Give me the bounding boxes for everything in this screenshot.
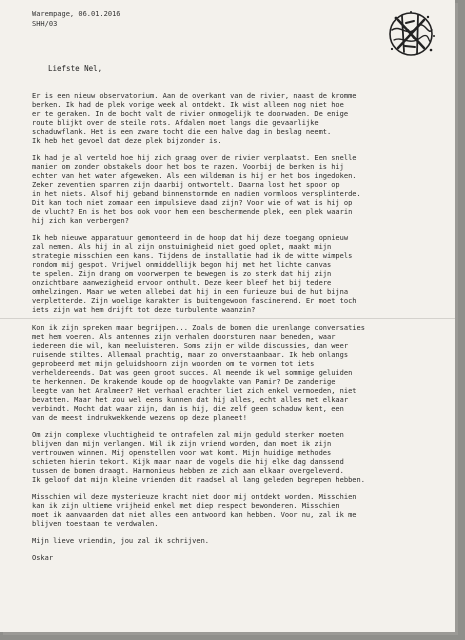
text-line: bevatten. Maar het zou wel eens kunnen dat hij alles, echt alles met elkaar [32,395,349,404]
text-line: geprobeerd met mijn geluidshoorn zijn woorden om te vormen tot iets [32,359,315,368]
letter-paragraph [32,554,452,563]
text-line: Ik heb het gevoel dat deze plek bijzonder is. [32,137,222,145]
text-line: er te geraken. In de bocht valt de rivier onmogelijk te doorwaden. De enige [32,110,349,118]
text-line: berken. Ik had de plek vorige week al ontdekt. Ik wist alleen nog niet hoe [32,101,344,109]
text-line: moet ik aanvaarden dat niet alles een antwoord kan hebben. Voor nu, zal ik me [32,510,357,519]
text-line: hij zich kan verbergen? [32,217,129,226]
letter-paragraph [32,234,452,315]
text-line: verheldereends. Dat was geen groot succes. Al meende ik wel sommige geluiden [32,368,353,377]
text-line: blijven dan mijn verlangen. Wil ik zijn vriend worden, dan moet ik zijn [32,439,332,448]
text-line: rondom mij gespot. Vrijwel onmiddellijk begon hij met het lichte canvas [32,261,332,270]
text-line: manier om zonder obstakels door het bos te razen. Voorbij de berken is hij [32,163,344,172]
text-line: Ik heb nieuwe apparatuur gemonteerd in de hoop dat hij deze toegang opnieuw [32,234,349,243]
text-line: Ik geloof dat mijn kleine vrienden dit raadsel al lang geleden begrepen hebben. [32,475,365,484]
letter-body [32,92,452,572]
text-line: tussen de bomen draagt. Harmonieus hebben ze zich aan elkaar overgeleverd. [32,466,344,475]
text-line: Misschien wil deze mysterieuze kracht niet door mij ontdekt worden. Misschien [32,492,357,501]
text-line: schaduwflank. Het is een zware tocht die een halve dag in beslag neemt. [32,128,332,136]
text-line: vertrouwen winnen. Mij openstellen voor wat komt. Mijn huidige methodes [32,448,332,457]
text-line: van de meest indrukwekkende wezens op deze planeet! [32,413,247,422]
text-line: onzichtbare aanwezigheid ervoor onthult. Deze keer bleef het bij tedere [32,279,332,288]
text-line: strategie misschien een kans. Tijdens de installatie had ik de witte wimpels [32,252,353,261]
text-line: iedereen die wil, kan meeluisteren. Soms zijn er wilde discussies, dan weer [32,341,349,350]
text-line: met hem voeren. Als antennes zijn verhalen doorsturen naar beneden, waar [32,332,336,341]
text-line: Mijn lieve vriendin, jou zal ik schrijven. [32,537,210,546]
reference-code: SHH/03 [32,19,58,28]
text-line: leegte van het Aralmeer? Het verhaal erachter liet zich enkel vermoeden, niet [32,386,357,395]
place-date: Warempage, 06.01.2016 [32,10,121,18]
text-line: Om zijn complexe vluchtigheid te ontrafelen zal mijn geduld sterker moeten [32,430,344,439]
text-line: verpletterde. Zijn woelige karakter is buitengewoon fascinerend. Er moet toch [32,297,357,306]
text-line: Ik had je al verteld hoe hij zich graag over de rivier verplaatst. Een snelle [32,154,357,163]
text-line: in het niets. Alsof hij geband binnenstormde en nadien vormloos versplinterde. [32,190,361,199]
text-line: schieten hierin tekort. Kijk maar naar de vogels die hij elke dag danssend [32,457,344,466]
text-line: omhelzingen. Maar we weten allebei dat hij in een furieuze bui de hut bijna [32,288,349,297]
letter-paragraph [32,324,452,423]
text-line: kan ik zijn ultieme vrijheid enkel met diep respect bewonderen. Misschien [32,501,340,510]
letter-header [32,10,121,29]
text-line: echter van het water afgeweken. Als een wildeman is hij er het bos ingedoken. [32,172,357,181]
letter-paragraph [32,154,452,226]
text-line: Oskar [32,554,54,563]
text-line: Kon ik zijn spreken maar begrijpen... Zoals de bomen die urenlange conversaties [32,323,365,332]
text-line: ruisende stiltes. Allemaal prachtig, maar zo onverstaanbaar. Ik heb onlangs [32,350,349,359]
text-line: zal nemen. Als hij in al zijn onstuimigheid niet goed oplet, maakt mijn [32,243,332,252]
salutation: Liefste Nel, [48,64,103,73]
letter-paragraph [32,493,452,529]
text-line: Er is een nieuw observatorium. Aan de overkant van de rivier, naast de kromme [32,92,357,100]
monogram-stamp-icon [384,8,438,60]
letter-paragraph [32,431,452,485]
text-line: verbindt. Mocht dat waar zijn, dan is hij, die zelf geen schaduw kent, een [32,404,344,413]
letter-paragraph [32,537,452,546]
text-line: Dit kan toch niet zomaar een impulsieve daad zijn? Voor wie of wat is hij op [32,199,353,208]
text-line: te herkennen. De krakende koude op de hoogvlakte van Pamir? De zanderige [32,377,336,386]
text-line: te spelen. Zijn drang om voorwerpen te bewegen is zo sterk dat hij zijn [32,270,332,279]
letter-paragraph [32,92,452,146]
text-line: de vlucht? En is het bos ook voor hem een beschermende plek, een plek waarin [32,208,353,217]
text-line: Zeker zeventien sparren zijn daarbij ontwortelt. Daarna lost het spoor op [32,181,340,190]
text-line: iets zijn wat hem drijft tot deze turbulente waanzin? [32,306,256,315]
text-line: blijven toestaan te verdwalen. [32,519,159,528]
text-line: route blijkt over de steile rots. Afdalen moet langs die gevaarlijke [32,119,319,127]
